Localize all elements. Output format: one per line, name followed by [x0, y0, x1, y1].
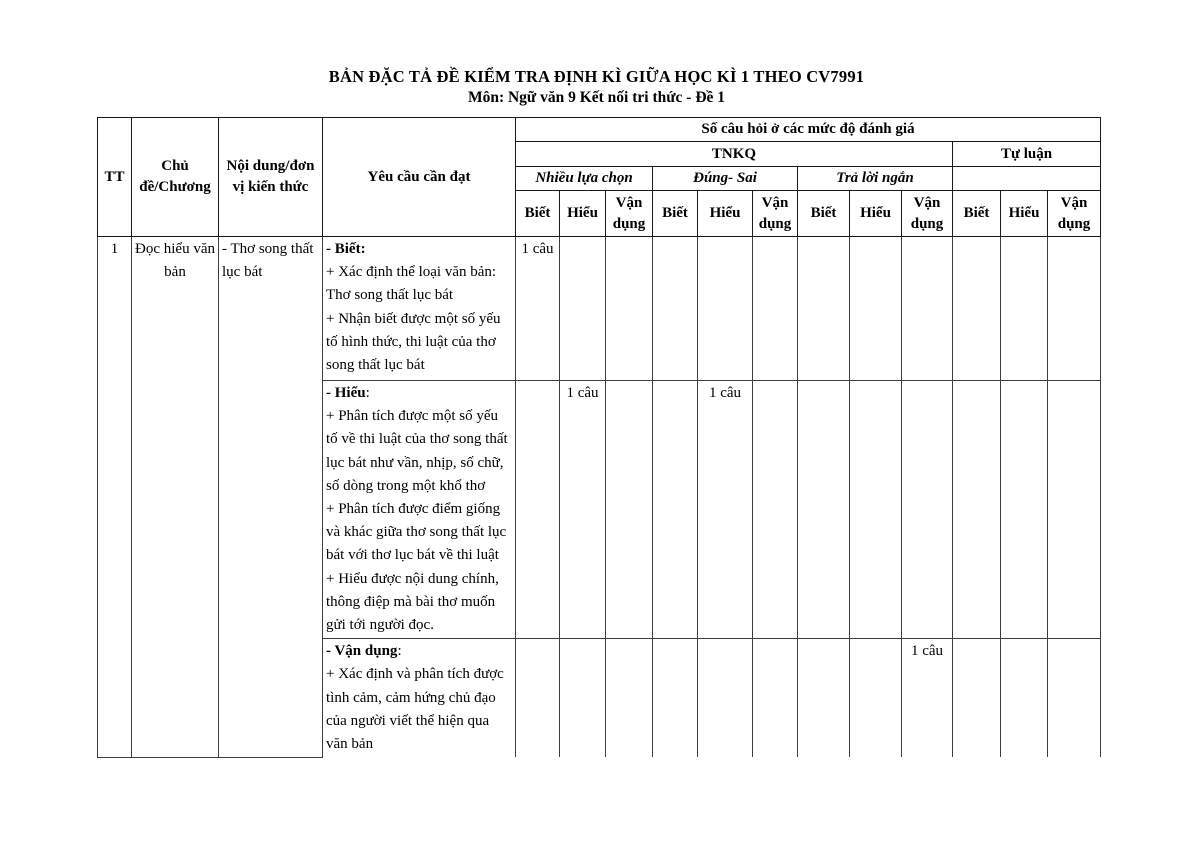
- question-count-cell: [1048, 639, 1101, 758]
- level-header-mc-hieu: Hiểu: [560, 191, 606, 237]
- question-count-cell: [516, 381, 560, 639]
- question-count-cell: [653, 237, 698, 381]
- requirement-line: + Xác định thể loại văn bản: Thơ song thất lục bát: [326, 264, 497, 304]
- page-subtitle: Môn: Ngữ văn 9 Kết nối tri thức - Đề 1: [467, 89, 726, 106]
- question-count-cell: [798, 381, 850, 639]
- col-header-tt: TT: [98, 118, 132, 237]
- question-count-cell: [606, 381, 653, 639]
- level-header-mc-van-dung: Vận dụng: [606, 191, 653, 237]
- header-short-answer: Trả lời ngắn: [798, 167, 953, 191]
- question-count-cell: [560, 639, 606, 758]
- level-header-tf-biet: Biết: [653, 191, 698, 237]
- question-count-cell: [953, 237, 1001, 381]
- question-count-cell: [1048, 381, 1101, 639]
- document-header: [0, 66, 1193, 108]
- question-count-cell: [1001, 639, 1048, 758]
- question-count-cell: [606, 639, 653, 758]
- question-count-cell: 1 câu: [516, 237, 560, 381]
- level-header-mc-biet: Biết: [516, 191, 560, 237]
- question-count-cell: [850, 237, 902, 381]
- cell-topic: Đọc hiểu văn bản: [132, 237, 219, 758]
- requirement-line: + Xác định và phân tích được tình cảm, cảm hứng chủ đạo của người viết thể hiện qua văn bản: [326, 666, 504, 753]
- question-count-cell: [902, 381, 953, 639]
- requirement-cell-biet: [323, 237, 516, 381]
- header-question-levels: Số câu hỏi ở các mức độ đánh giá: [516, 118, 1101, 142]
- header-essay: Tự luận: [953, 142, 1101, 167]
- header-multiple-choice: Nhiều lựa chọn: [516, 167, 653, 191]
- level-header-essay-biet: Biết: [953, 191, 1001, 237]
- question-count-cell: 1 câu: [698, 381, 753, 639]
- spec-table: [97, 117, 1101, 758]
- question-count-cell: [560, 237, 606, 381]
- requirement-line: + Phân tích được điểm giống và khác giữa thơ song thất lục bát với thơ lục bát về thi luật: [326, 501, 507, 564]
- question-count-cell: [902, 237, 953, 381]
- question-count-cell: [953, 381, 1001, 639]
- requirement-label: - Hiểu:: [326, 385, 370, 401]
- requirement-label: - Biết:: [326, 241, 366, 257]
- requirement-cell-van-dung: [323, 639, 516, 758]
- question-count-cell: [850, 639, 902, 758]
- header-essay-spacer: [953, 167, 1101, 191]
- level-header-tf-hieu: Hiểu: [698, 191, 753, 237]
- question-count-cell: [850, 381, 902, 639]
- question-count-cell: [1048, 237, 1101, 381]
- requirement-cell-hieu: [323, 381, 516, 639]
- question-count-cell: [653, 381, 698, 639]
- level-header-sa-biet: Biết: [798, 191, 850, 237]
- requirement-label: - Vận dụng:: [326, 643, 402, 660]
- level-header-essay-hieu: Hiểu: [1001, 191, 1048, 237]
- cell-tt: 1: [98, 237, 132, 758]
- page-title: BẢN ĐẶC TẢ ĐỀ KIỂM TRA ĐỊNH KÌ GIỮA HỌC KÌ 1 THEO CV7991: [328, 67, 865, 86]
- col-header-requirement: Yêu cầu cần đạt: [323, 118, 516, 237]
- question-count-cell: [798, 237, 850, 381]
- question-count-cell: [698, 639, 753, 758]
- level-header-sa-hieu: Hiểu: [850, 191, 902, 237]
- cell-content-unit: - Thơ song thất lục bát: [219, 237, 323, 758]
- level-header-tf-van-dung: Vận dụng: [753, 191, 798, 237]
- question-count-cell: [753, 381, 798, 639]
- question-count-cell: [953, 639, 1001, 758]
- subrow-biet: [98, 237, 1101, 381]
- level-header-sa-van-dung: Vận dụng: [902, 191, 953, 237]
- question-count-cell: 1 câu: [560, 381, 606, 639]
- header-row-1: [98, 118, 1101, 142]
- requirement-line: + Nhận biết được một số yếu tố hình thức, thi luật của thơ song thất lục bát: [326, 310, 501, 374]
- requirement-line: + Hiểu được nội dung chính, thông điệp mà bài thơ muốn gửi tới người đọc.: [326, 570, 499, 634]
- question-count-cell: [698, 237, 753, 381]
- requirement-line: + Phân tích được một số yếu tố về thi luật của thơ song thất lục bát như vần, nhịp, số chữ, số dòng trong một khổ thơ: [326, 408, 508, 494]
- question-count-cell: [753, 639, 798, 758]
- question-count-cell: [653, 639, 698, 758]
- question-count-cell: 1 câu: [902, 639, 953, 758]
- question-count-cell: [753, 237, 798, 381]
- header-true-false: Đúng- Sai: [653, 167, 798, 191]
- col-header-content-unit: Nội dung/đơn vị kiến thức: [219, 118, 323, 237]
- question-count-cell: [606, 237, 653, 381]
- question-count-cell: [516, 639, 560, 758]
- header-tnkq: TNKQ: [516, 142, 953, 167]
- question-count-cell: [1001, 381, 1048, 639]
- level-header-essay-van-dung: Vận dụng: [1048, 191, 1101, 237]
- question-count-cell: [798, 639, 850, 758]
- col-header-topic: Chủ đề/Chương: [132, 118, 219, 237]
- question-count-cell: [1001, 237, 1048, 381]
